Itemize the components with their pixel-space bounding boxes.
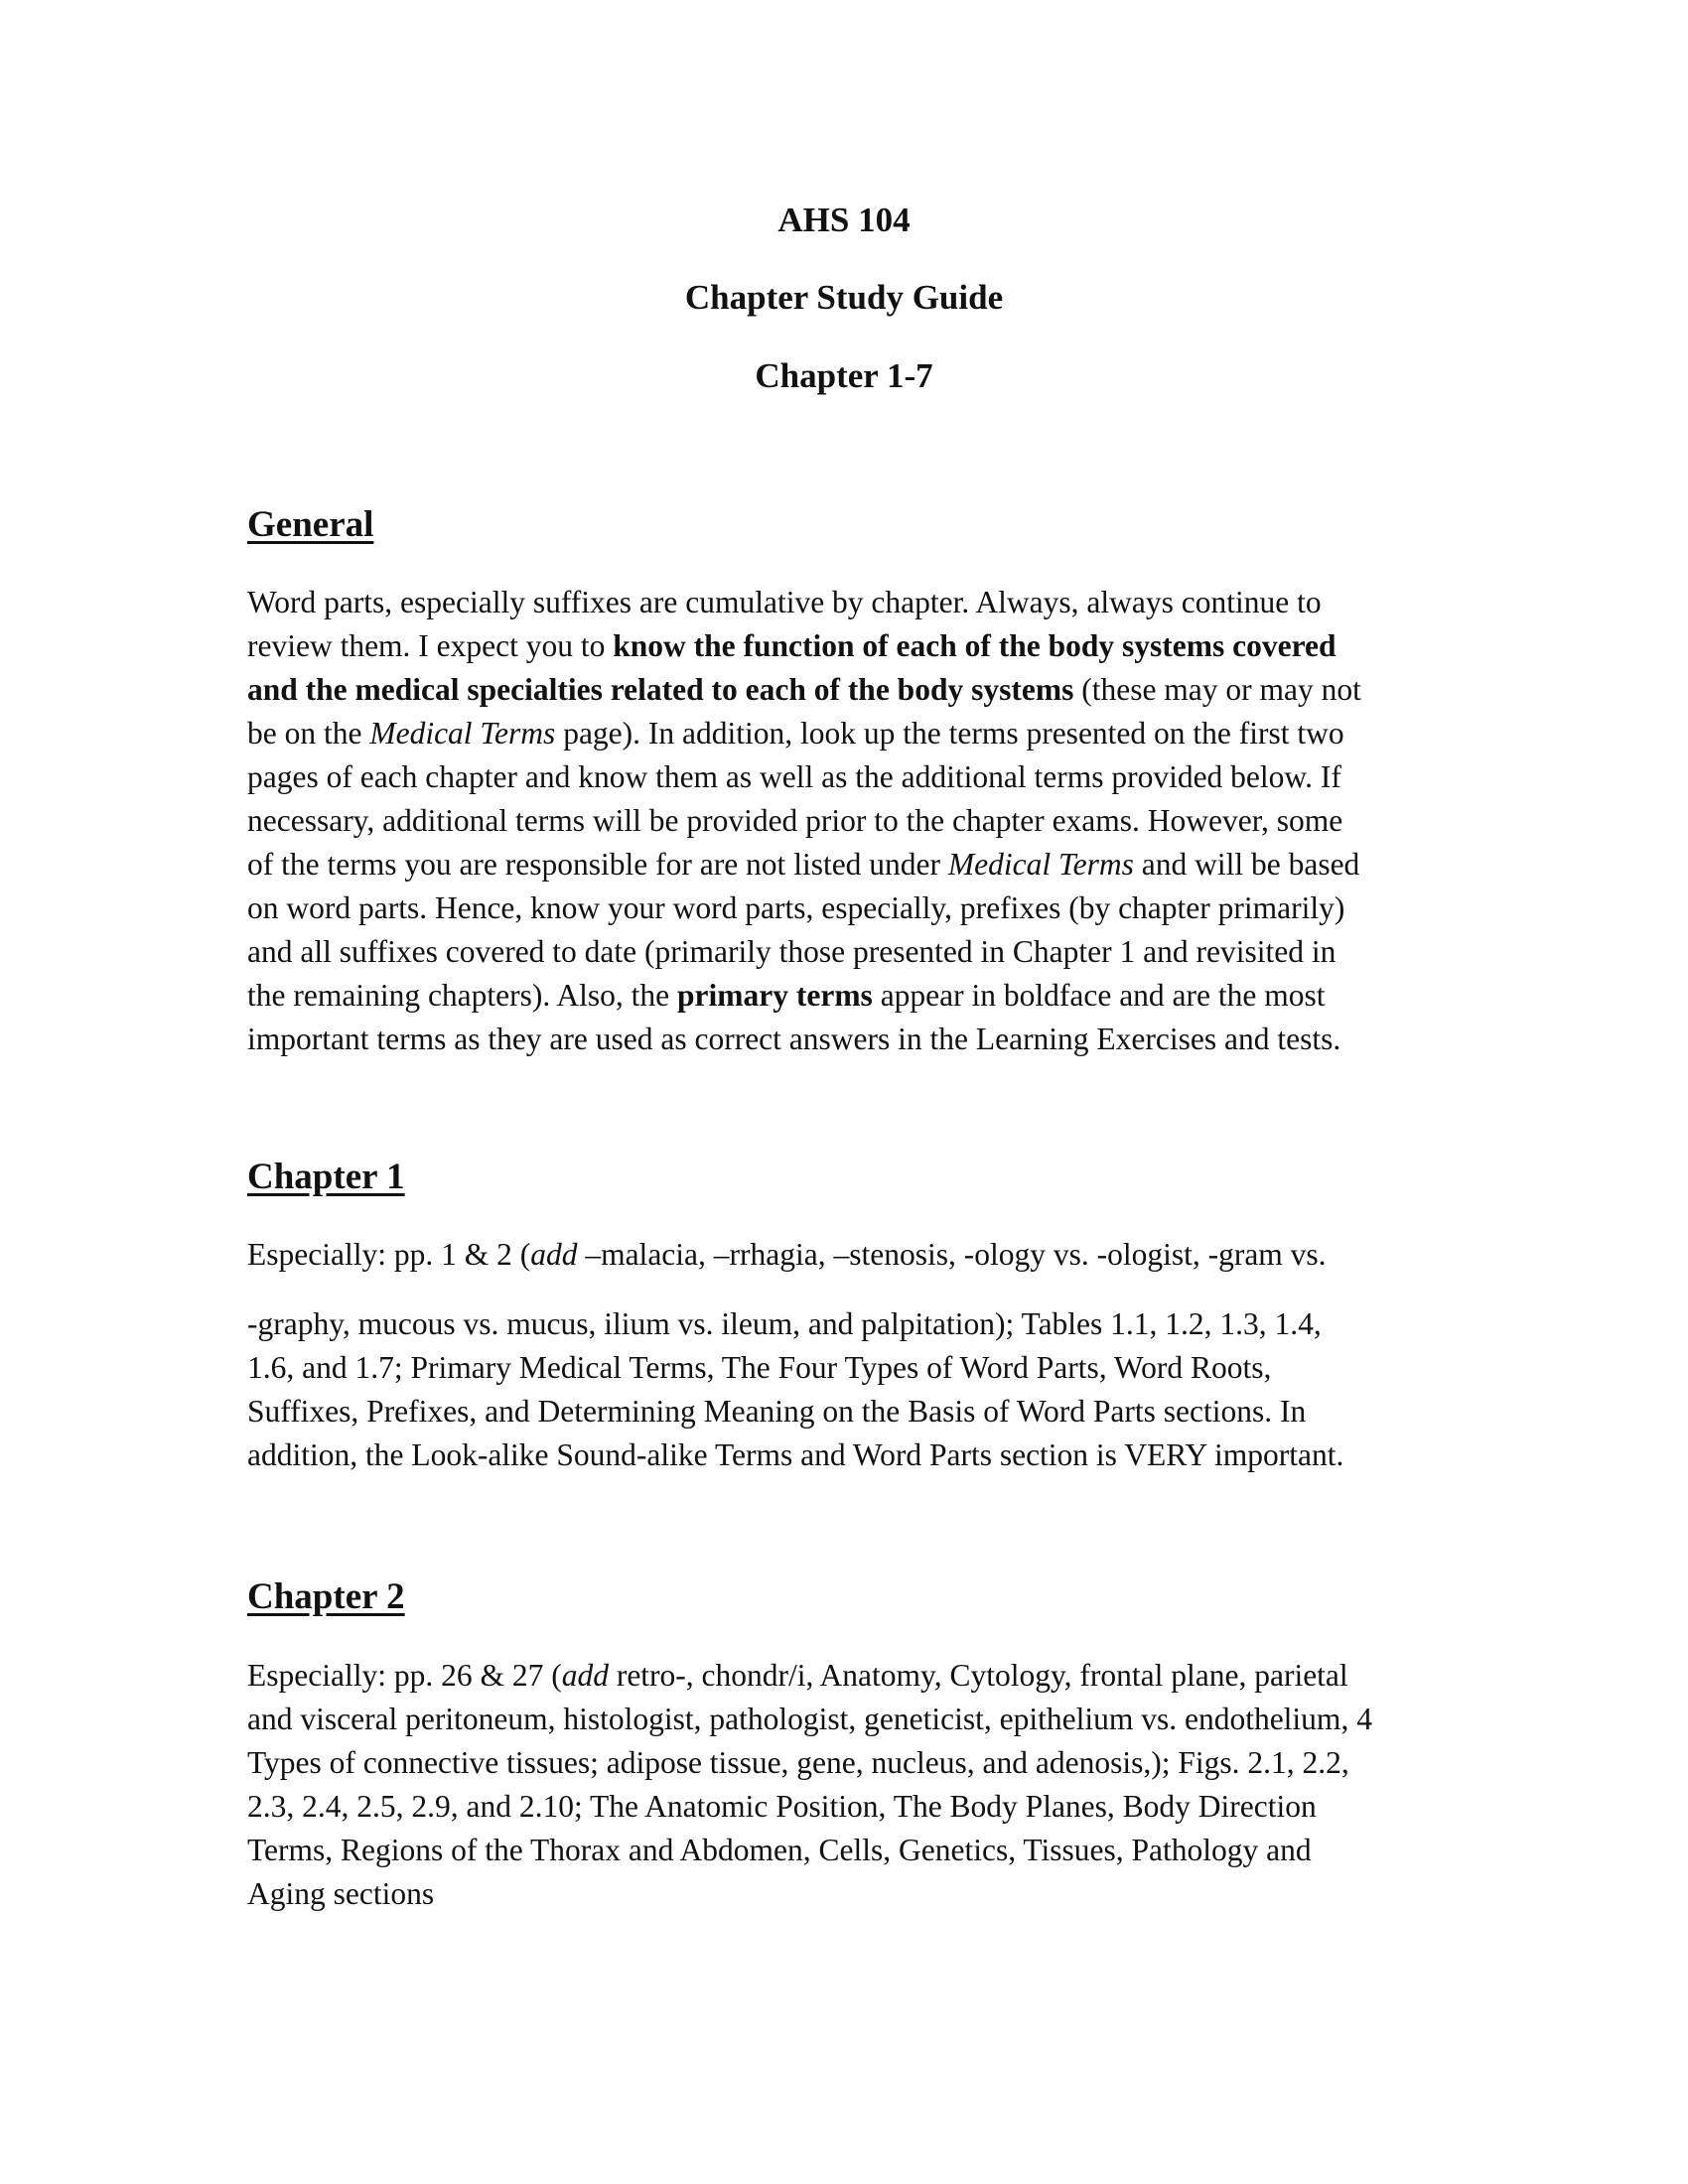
- paragraph-line: review them. I expect you to know the function of each of the body systems covered: [247, 628, 1336, 663]
- paragraph-line: addition, the Look-alike Sound-alike Terms and Word Parts section is VERY important.: [247, 1437, 1344, 1472]
- paragraph-line: the remaining chapters). Also, the primary terms appear in boldface and are the most: [247, 978, 1326, 1013]
- section-general: [247, 504, 1469, 1061]
- paragraph-line: and the medical specialties related to each of the body systems (these may or may not: [247, 672, 1361, 707]
- section-heading-chapter-1: Chapter 1: [247, 1157, 405, 1197]
- section-heading-general: General: [247, 504, 374, 545]
- paragraph-line: important terms as they are used as correct answers in the Learning Exercises and tests.: [247, 1022, 1341, 1056]
- paragraph-line: and all suffixes covered to date (primarily those presented in Chapter 1 and revisited in: [247, 934, 1336, 969]
- paragraph-line: on word parts. Hence, know your word parts, especially, prefixes (by chapter primarily): [247, 890, 1345, 925]
- paragraph-line: of the terms you are responsible for are not listed under Medical Terms and will be based: [247, 847, 1360, 882]
- paragraph-line: -graphy, mucous vs. mucus, ilium vs. ileum, and palpitation); Tables 1.1, 1.2, 1.3, 1.4,: [247, 1306, 1322, 1341]
- paragraph-line: Types of connective tissues; adipose tissue, gene, nucleus, and adenosis,); Figs. 2.1, 2.2,: [247, 1745, 1349, 1780]
- italic-reference: add: [530, 1237, 578, 1272]
- paragraph-line: Aging sections: [247, 1876, 435, 1911]
- emphasis-text: and the medical specialties related to each of the body systems: [247, 672, 1074, 707]
- paragraph-line: 2.3, 2.4, 2.5, 2.9, and 2.10; The Anatomic Position, The Body Planes, Body Direction: [247, 1789, 1317, 1824]
- italic-reference: Medical Terms: [369, 716, 556, 751]
- italic-reference: add: [561, 1658, 609, 1693]
- chapter-2-paragraph: [247, 1654, 1469, 1916]
- paragraph-line: necessary, additional terms will be provided prior to the chapter exams. However, some: [247, 803, 1343, 838]
- paragraph-line: Especially: pp. 26 & 27 (add retro-, chondr/i, Anatomy, Cytology, frontal plane, parietal: [247, 1658, 1348, 1693]
- general-paragraph: [247, 581, 1469, 1061]
- section-heading-chapter-2: Chapter 2: [247, 1576, 405, 1617]
- paragraph-line: Word parts, especially suffixes are cumulative by chapter. Always, always continue to: [247, 585, 1322, 619]
- chapter-1-paragraph: [247, 1302, 1469, 1477]
- italic-reference: Medical Terms: [947, 847, 1134, 882]
- chapter-1-intro-line: [247, 1233, 1469, 1277]
- paragraph-line: Suffixes, Prefixes, and Determining Meaning on the Basis of Word Parts sections. In: [247, 1394, 1307, 1429]
- paragraph-line: Especially: pp. 1 & 2 (add –malacia, –rrhagia, –stenosis, -ology vs. -ologist, -gram vs.: [247, 1237, 1327, 1272]
- paragraph-line: 1.6, and 1.7; Primary Medical Terms, The Four Types of Word Parts, Word Roots,: [247, 1350, 1272, 1385]
- course-title: AHS 104: [777, 201, 911, 239]
- paragraph-line: pages of each chapter and know them as well as the additional terms provided below. If: [247, 759, 1341, 794]
- paragraph-line: Terms, Regions of the Thorax and Abdomen, Cells, Genetics, Tissues, Pathology and: [247, 1833, 1312, 1867]
- emphasis-text: primary terms: [677, 978, 873, 1013]
- paragraph-line: and visceral peritoneum, histologist, pathologist, geneticist, epithelium vs. endothelium, 4: [247, 1702, 1372, 1736]
- section-chapter-1: [247, 1157, 1469, 1477]
- section-chapter-2: [247, 1576, 1469, 1916]
- paragraph-line: be on the Medical Terms page). In addition, look up the terms presented on the first two: [247, 716, 1344, 751]
- emphasis-text: know the function of each of the body systems covered: [613, 628, 1336, 663]
- chapter-range: Chapter 1-7: [755, 356, 933, 395]
- document-subtitle: Chapter Study Guide: [684, 278, 1004, 317]
